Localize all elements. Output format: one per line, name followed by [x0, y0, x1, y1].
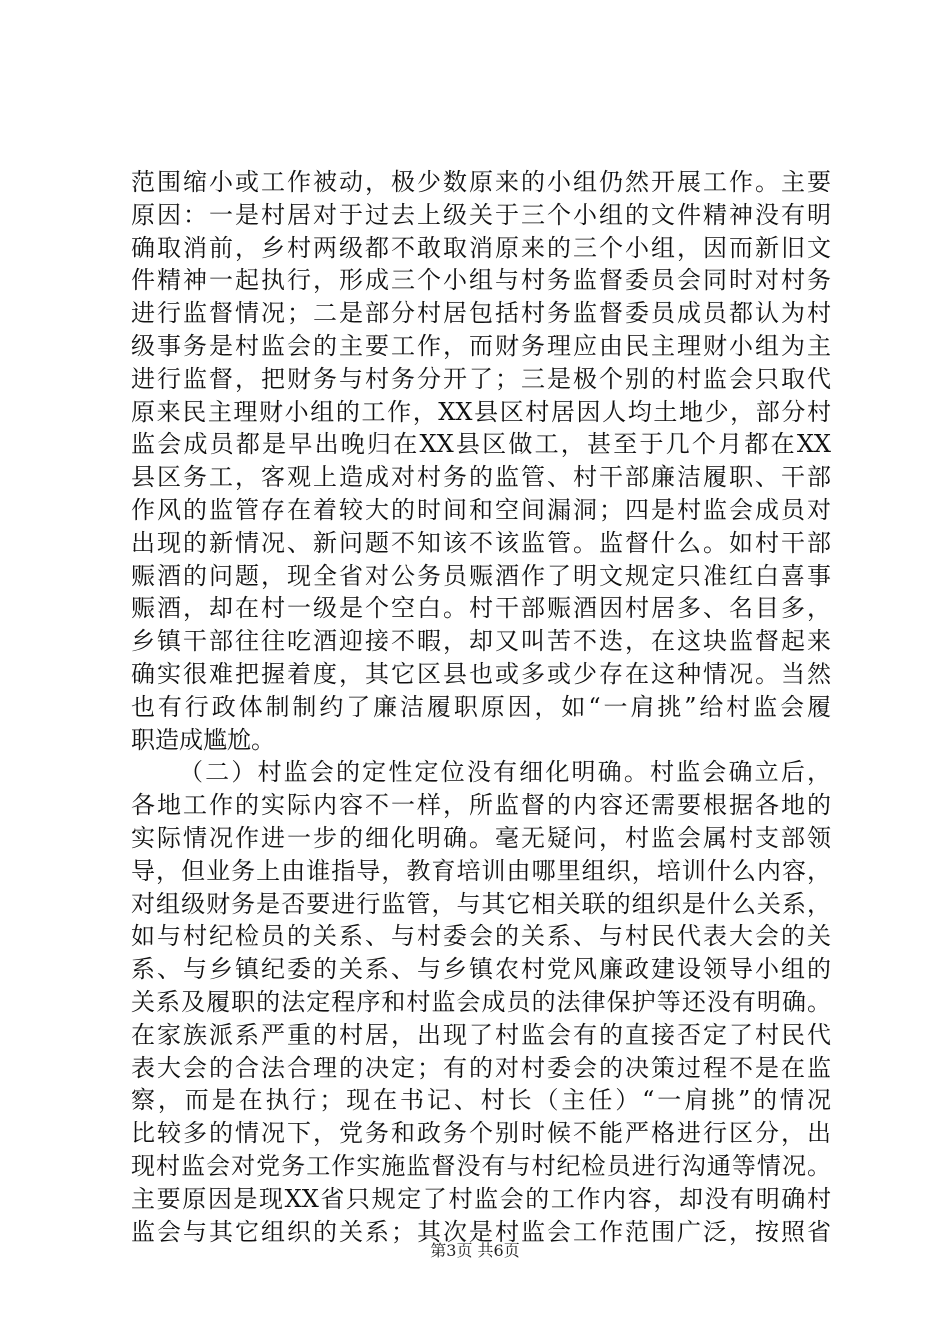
text-line: 系、与乡镇纪委的关系、与乡镇农村党风廉政建设领导小组的 [131, 955, 831, 984]
text-line: 关系及履职的法定程序和村监会成员的法律保护等还没有明确。 [131, 987, 831, 1016]
text-line: 赈酒，却在村一级是个空白。村干部赈酒因村居多、名目多， [131, 594, 831, 623]
text-line: 现村监会对党务工作实施监督没有与村纪检员进行沟通等情况。 [131, 1151, 831, 1180]
text-line: 也有行政体制制约了廉洁履职原因，如“一肩挑”给村监会履 [131, 692, 831, 721]
text-line: 在家族派系严重的村居，出现了村监会有的直接否定了村民代 [131, 1020, 831, 1049]
paragraph-end-line: 职造成尴尬。 [131, 725, 275, 754]
text-line: 件精神一起执行，形成三个小组与村务监督委员会同时对村务 [131, 266, 831, 295]
text-line: 原来民主理财小组的工作，XX县区村居因人均土地少，部分村 [131, 397, 831, 426]
text-line: 赈酒的问题，现全省对公务员赈酒作了明文规定只准红白喜事 [131, 561, 831, 590]
text-line: 主要原因是现XX省只规定了村监会的工作内容，却没有明确村 [131, 1184, 831, 1213]
text-line: 比较多的情况下，党务和政务个别时候不能严格进行区分，出 [131, 1119, 831, 1148]
section-heading-line: （二）村监会的定性定位没有细化明确。村监会确立后， [179, 758, 831, 787]
text-line: 进行监督情况；二是部分村居包括村务监督委员成员都认为村 [131, 299, 831, 328]
text-line: 导，但业务上由谁指导，教育培训由哪里组织，培训什么内容， [131, 856, 831, 885]
text-line: 作风的监管存在着较大的时间和空间漏洞；四是村监会成员对 [131, 495, 831, 524]
text-line: 范围缩小或工作被动，极少数原来的小组仍然开展工作。主要 [131, 168, 831, 196]
text-line: 进行监督，把财务与村务分开了；三是极个别的村监会只取代 [131, 364, 831, 393]
text-line: 实际情况作进一步的细化明确。毫无疑问，村监会属村支部领 [131, 823, 831, 852]
text-line: 如与村纪检员的关系、与村委会的关系、与村民代表大会的关 [131, 922, 831, 951]
text-line: 乡镇干部往往吃酒迎接不暇，却又叫苦不迭，在这块监督起来 [131, 627, 831, 656]
text-line: 级事务是村监会的主要工作，而财务理应由民主理财小组为主 [131, 331, 831, 360]
text-line: 确实很难把握着度，其它区县也或多或少存在这种情况。当然 [131, 659, 831, 688]
text-line: 确取消前，乡村两级都不敢取消原来的三个小组，因而新旧文 [131, 233, 831, 262]
text-line: 监会成员都是早出晚归在XX县区做工，甚至于几个月都在XX [131, 430, 831, 459]
text-line: 察，而是在执行；现在书记、村长（主任）“一肩挑”的情况 [131, 1086, 831, 1115]
text-line: 县区务工，客观上造成对村务的监管、村干部廉洁履职、干部 [131, 463, 831, 492]
text-line: 各地工作的实际内容不一样，所监督的内容还需要根据各地的 [131, 791, 831, 820]
text-line: 原因：一是村居对于过去上级关于三个小组的文件精神没有明 [131, 200, 831, 229]
text-line: 监会与其它组织的关系；其次是村监会工作范围广泛，按照省 [131, 1217, 831, 1246]
text-line: 表大会的合法合理的决定；有的对村委会的决策过程不是在监 [131, 1053, 831, 1082]
text-line: 出现的新情况、新问题不知该不该监管。监督什么。如村干部 [131, 528, 831, 557]
page-number-footer: 第3页 共6页 [430, 1241, 520, 1260]
body-text [131, 166, 831, 1248]
text-line: 对组级财务是否要进行监管，与其它相关联的组织是什么关系， [131, 889, 831, 918]
